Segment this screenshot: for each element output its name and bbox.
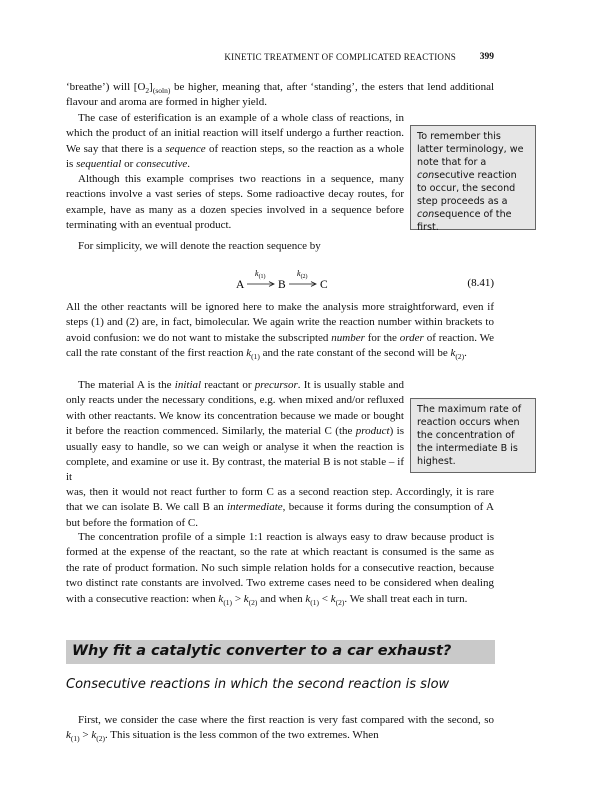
text-run: and the rate constant of the second will be bbox=[259, 347, 451, 360]
paragraph-radioactive bbox=[66, 172, 404, 234]
subscript: (soln) bbox=[152, 86, 171, 96]
paragraph-esterification bbox=[66, 111, 404, 173]
species-a: A bbox=[236, 279, 245, 291]
text-run: The concentration profile of a simple 1:1 reaction is always easy to draw because product is formed at the expense of the reactant, so the rate at which reactant is consumed is the same as the rate of product formation. No such simple relation holds for a consecutive reaction, because two distinct rate constants are involved. Two extreme cases need to be considered when dealing with a consecutive reaction: when bbox=[66, 531, 494, 605]
text-run: of reaction. We call the rate constant of the first reaction bbox=[66, 331, 495, 360]
running-title: KINETIC TREATMENT OF COMPLICATED REACTIONS bbox=[224, 52, 456, 62]
text-run: Although this example comprises two reactions in a sequence, many reactions involve a vast series of steps. Some radioactive decay routes, for example, have as many as a dozen species involved in a sequence before terminating with an eventual product. bbox=[66, 173, 404, 232]
text-run: . We shall treat each in turn. bbox=[344, 592, 468, 605]
rate-constant-symbol: k bbox=[66, 729, 71, 742]
subscript: (1) bbox=[310, 597, 320, 607]
text-run: The material A is the bbox=[78, 379, 175, 391]
paragraph-material-a bbox=[66, 378, 404, 486]
text-run: . It is usually stable and only reacts under the necessary conditions, e.g. when mixed and/or refluxed with other reactants. We know its concentration because we made or bought it before the reaction commenced. Similarly, the material C (the bbox=[66, 379, 405, 438]
k1-label bbox=[255, 269, 266, 280]
k2-subscript: (2) bbox=[300, 274, 308, 280]
text-run: ‘breathe’) will [O bbox=[66, 81, 146, 93]
k1-symbol: k bbox=[255, 269, 259, 278]
text-run: ) is usually easy to handle, so we can weigh or analyse it when the reaction is complete, and examine or use it. By contrast, the material B is not stable – if it bbox=[66, 425, 405, 484]
paragraph-first-case bbox=[66, 713, 494, 744]
k1-subscript: (1) bbox=[258, 274, 266, 280]
emphasis: initial bbox=[174, 379, 202, 391]
emphasis: intermediate bbox=[227, 501, 283, 514]
text-run: All the other reactants will be ignored here to make the analysis more straightforward, even if steps (1) and (2) are, in fact, bimolecular. We again write the reaction number within brackets to avoid confusion: we do not want to mistake the subscripted bbox=[66, 301, 494, 344]
margin-note-maximum-rate bbox=[410, 398, 536, 473]
emphasis: product bbox=[355, 425, 390, 438]
operator: < bbox=[319, 592, 331, 605]
operator: > bbox=[232, 592, 244, 605]
emphasis: con bbox=[417, 170, 435, 181]
paragraph-oxygen bbox=[66, 80, 494, 111]
running-header bbox=[66, 52, 494, 64]
emphasis: sequence bbox=[165, 142, 206, 155]
emphasis: precursor bbox=[254, 379, 298, 391]
species-c: C bbox=[320, 279, 328, 291]
equation-8-41 bbox=[66, 268, 494, 298]
subscript: (2) bbox=[96, 734, 105, 744]
emphasis: con bbox=[417, 209, 435, 220]
subscript: (1) bbox=[251, 352, 260, 362]
rate-constant-symbol: k bbox=[243, 592, 249, 605]
paragraph-concentration-profile bbox=[66, 530, 494, 607]
text-run: be higher, meaning that, after ‘standing’, the esters that lend additional flavour and aroma are formed in higher yield. bbox=[66, 81, 495, 109]
rate-constant-symbol: k bbox=[91, 729, 97, 742]
text-run: . bbox=[464, 347, 467, 360]
rate-constant-symbol: k bbox=[330, 592, 336, 605]
equation-number: (8.41) bbox=[467, 277, 494, 289]
emphasis: consecutive bbox=[135, 158, 188, 171]
subscript: (1) bbox=[70, 734, 80, 744]
margin-note-terminology bbox=[410, 125, 536, 233]
paragraph-simplicity bbox=[66, 239, 494, 254]
emphasis: sequential bbox=[76, 158, 122, 171]
text-run: For simplicity, we will denote the reaction sequence by bbox=[78, 240, 321, 252]
text-run: reactant or bbox=[201, 379, 255, 391]
rate-constant-symbol: k bbox=[246, 347, 252, 360]
rate-constant-symbol: k bbox=[305, 592, 311, 605]
subsection-heading: Consecutive reactions in which the second reaction is slow bbox=[66, 677, 450, 692]
emphasis: number bbox=[331, 331, 365, 344]
operator: > bbox=[79, 729, 92, 742]
k2-symbol: k bbox=[297, 269, 301, 278]
text-run: ] bbox=[149, 81, 153, 93]
subscript: 2 bbox=[145, 86, 150, 96]
subscript: (2) bbox=[248, 597, 258, 607]
text-run: for the bbox=[364, 331, 400, 344]
text-run: or bbox=[121, 158, 136, 171]
text-run: of reaction steps, so the reaction as a whole is bbox=[66, 142, 404, 171]
k2-label bbox=[297, 269, 308, 280]
text-run: The maximum rate of reaction occurs when the concentration of the intermediate B is highest. bbox=[417, 404, 522, 467]
text-run: . This situation is the less common of the two extremes. When bbox=[105, 729, 379, 742]
species-b: B bbox=[278, 279, 286, 291]
rate-constant-symbol: k bbox=[218, 592, 224, 605]
emphasis: order bbox=[399, 331, 424, 344]
text-run: To remember this latter terminology, we note that for a bbox=[417, 131, 524, 168]
paragraph-reactants bbox=[66, 300, 494, 362]
text-run: . bbox=[187, 158, 191, 171]
subscript: (1) bbox=[223, 597, 233, 607]
reaction-scheme bbox=[66, 268, 366, 298]
paragraph-intermediate bbox=[66, 485, 494, 531]
text-run: was, then it would not react further to form C as a second reaction step. Accordingly, it is rare that we can isolate B. We call B an bbox=[66, 486, 494, 514]
rate-constant-symbol: k bbox=[450, 347, 456, 360]
text-run: secutive reaction to occur, the second step proceeds as a bbox=[417, 170, 517, 207]
subscript: (2) bbox=[455, 352, 465, 362]
section-heading-banner bbox=[66, 640, 495, 664]
section-title: Why fit a catalytic converter to a car exhaust? bbox=[72, 643, 452, 659]
text-run: The case of esterification is an example of a whole class of reactions, in which the product of an initial reaction will itself undergo a further reaction. We say that there is a bbox=[66, 112, 404, 155]
text-run: , because it forms during the consumption of A but before the formation of C. bbox=[66, 501, 495, 529]
text-run: and when bbox=[257, 592, 306, 605]
text-run: First, we consider the case where the first reaction is very fast compared with the second, so bbox=[78, 714, 494, 726]
text-run: sequence of the first. bbox=[417, 209, 512, 233]
subscript: (2) bbox=[335, 597, 345, 607]
page-number: 399 bbox=[479, 52, 494, 62]
